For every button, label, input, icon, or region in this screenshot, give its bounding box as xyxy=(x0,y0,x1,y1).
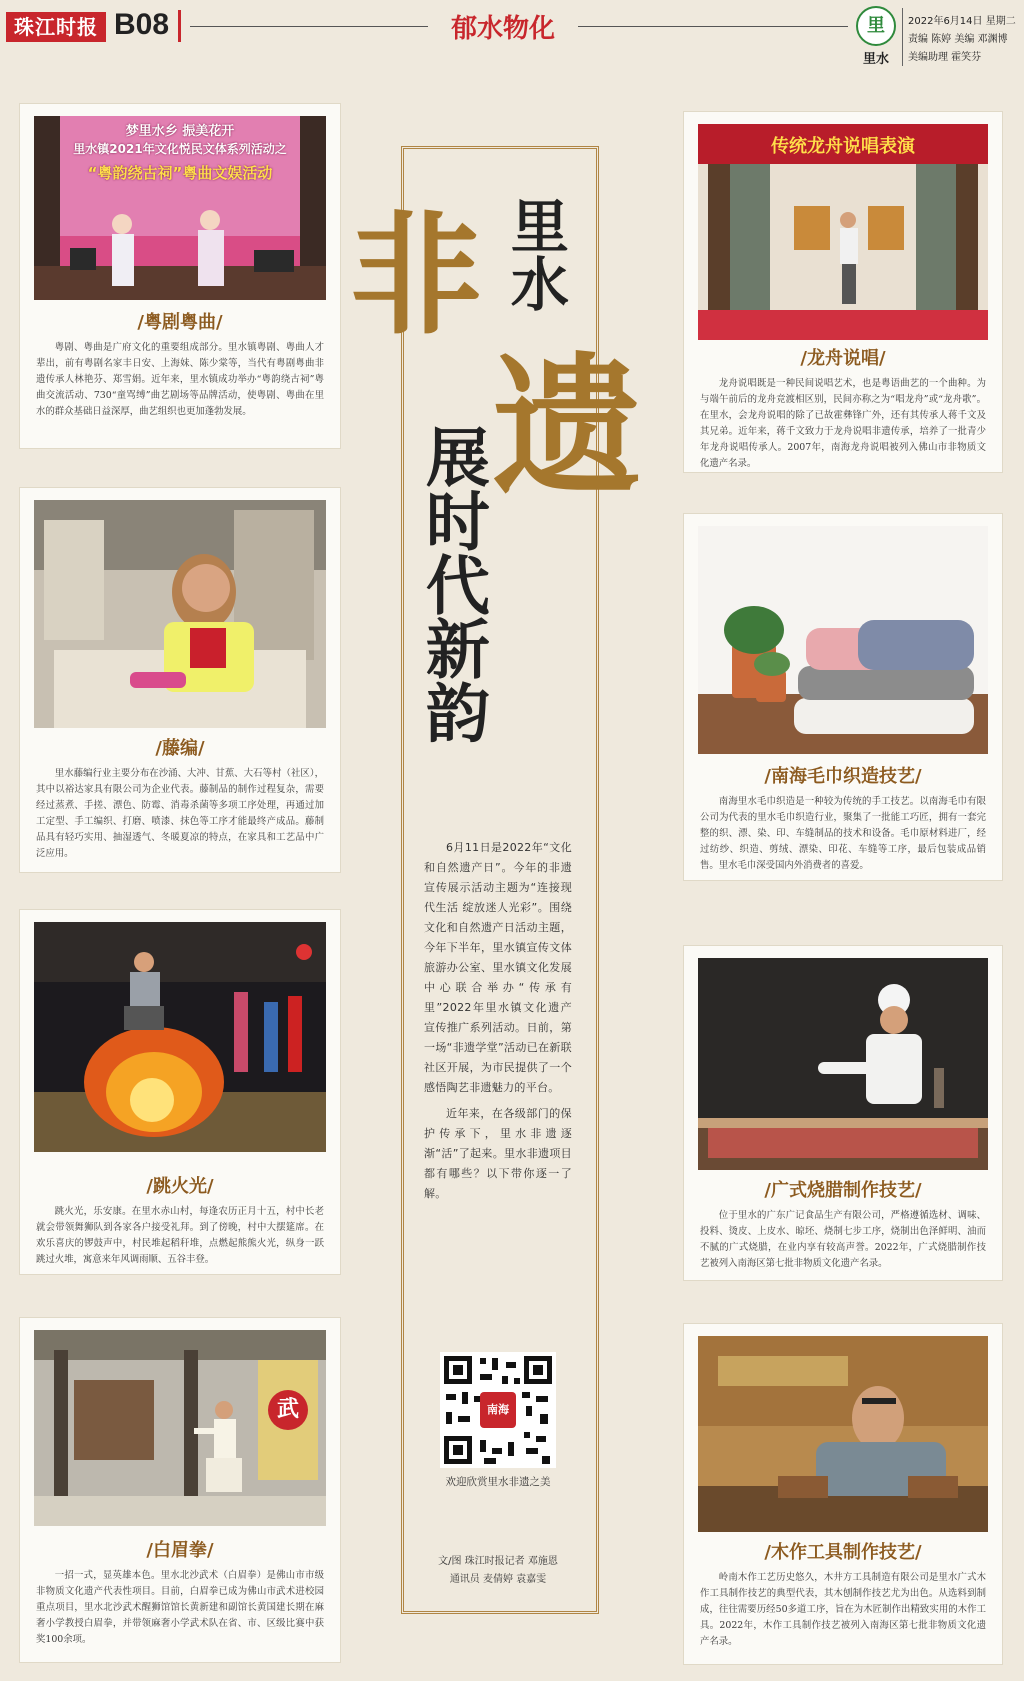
photo-mugong xyxy=(698,1336,988,1532)
credit-line-2: 通讯员 麦倩婷 袁嘉雯 xyxy=(449,1574,547,1585)
card-baimei xyxy=(20,1318,340,1662)
header-divider xyxy=(902,8,903,66)
logo-text: 里水 xyxy=(862,52,889,67)
photo-maojin xyxy=(698,526,988,754)
intro-text xyxy=(424,838,572,1210)
title-tengbian: /藤编/ xyxy=(155,738,205,759)
card-tengbian xyxy=(20,488,340,872)
lishui-logo-icon: 里 xyxy=(856,6,896,46)
card-maojin xyxy=(684,514,1002,880)
intro-paragraph-2: 近年来，在各级部门的保护传承下，里水非遗逐渐“活”了起来。里水非遗项目都有哪些？以下带你逐一了解。 xyxy=(424,1107,572,1200)
headline-place: 里水 xyxy=(500,196,569,312)
title-mugong: /木作工具制作技艺/ xyxy=(764,1542,922,1563)
qr-caption: 欢迎欣赏里水非遗之美 xyxy=(445,1476,551,1488)
text-maojin: 南海里水毛巾织造是一种较为传统的手工技艺。以南海毛巾有限公司为代表的里水毛巾织造行业，聚集了一批能工巧匠，拥有一套完整的织、漂、染、印、车缝制品的技术和设备。毛巾原材料进厂，经过纺纱、织造、剪绒、漂染、印花、车缝等工序，最后包装成品销售。里水毛巾深受国内外消费者的喜爱。 xyxy=(700,796,986,871)
card-yueju xyxy=(20,104,340,448)
header-rule-left xyxy=(190,26,428,27)
photo-tiaohuo xyxy=(34,922,326,1152)
photo-shaola xyxy=(698,958,988,1170)
text-tengbian: 里水藤编行业主要分布在沙涌、大冲、甘蕉、大石等村（社区），其中以裕达家具有限公司为企业代表。藤制品的制作过程复杂，需要经过蒸煮、手搓、漂色、防霉、消毒杀菌等多项工序处理，再通过加工定型、手工编织、打磨、喷漆、抹色等工序才能最终产成品。藤制品具有轻巧实用、抽湿透气、冬暖夏凉的特点，在家具和工艺品中广泛应用。 xyxy=(36,768,324,859)
wu-sign: 武 xyxy=(276,1397,299,1422)
stage-banner-line1: 梦里水乡 振美花开 xyxy=(125,124,235,139)
photo-tengbian xyxy=(34,500,326,728)
text-shaola: 位于里水的广东广记食品生产有限公司，严格遵循选材、调味、投料、烫皮、上皮水、晾坯、烧制七步工序，烧制出色泽鲜明、油而不腻的广式烧腊，在业内享有较高声誉。2022年，广式烧腊制作技艺被列入南海区第七批非物质文化遗产名录。 xyxy=(700,1210,986,1269)
page-number: B08 xyxy=(114,8,170,41)
text-mugong: 岭南木作工艺历史悠久，木井方工具制造有限公司是里水广式木作工具制作技艺的典型代表，其木刨制作技艺尤为出色。从选料到制成，往往需要历经50多道工序，旨在为木匠制作出精致实用的木作工具。2022年，木作工具制作技艺被列入南海区第七批非物质文化遗产名录。 xyxy=(700,1572,986,1647)
stage-banner-line2: 里水镇2021年文化悦民文体系列活动之 xyxy=(73,142,287,156)
text-yueju: 粤剧、粤曲是广府文化的重要组成部分。里水镇粤剧、粤曲人才辈出，前有粤剧名家丰日安、上海妹、陈少棠等，当代有粤剧粤曲非遗传承人林艳芬、郑雪娟。近年来，里水镇成功举办“粤韵绕古祠”粤曲交流活动、730“童骂缚”曲艺剧场等品牌活动，使粤剧、粤曲在里水的群众基础日益深厚，曲艺组织也更加蓬勃发展。 xyxy=(36,342,324,417)
title-baimei: /白眉拳/ xyxy=(146,1540,214,1561)
intro-paragraph-1: 6月11日是2022年“文化和自然遗产日”。今年的非遗宣传展示活动主题为“连接现代生活 绽放迷人光彩”。围绕文化和自然遗产日活动主题，今年下半年，里水镇宣传文体旅游办公室、里水镇文化发展中心联合举办“传承有里”2022年里水镇文化遗产宣传推广系列活动。日前，第一场“非遗学堂”活动已在新联社区开展，为市民提供了一个感悟陶艺非遗魅力的平台。 xyxy=(424,841,572,1094)
towel-image xyxy=(698,526,988,754)
credit-line-1: 文/图 珠江时报记者 邓施恩 xyxy=(438,1556,558,1567)
title-longzhou: /龙舟说唱/ xyxy=(800,348,886,369)
woodwork-tool-image xyxy=(698,1336,988,1532)
card-longzhou xyxy=(684,112,1002,472)
roast-pork-image xyxy=(698,958,988,1170)
header-red-bar xyxy=(178,10,181,42)
card-shaola xyxy=(684,946,1002,1280)
stage-banner-line3: “粤韵绕古祠”粤曲文娱活动 xyxy=(87,164,273,182)
card-tiaohuo xyxy=(20,910,340,1274)
title-shaola: /广式烧腊制作技艺/ xyxy=(764,1180,922,1201)
text-baimei: 一招一式，显英雄本色。里水北沙武术（白眉拳）是佛山市市级非物质文化遗产代表性项目。目前，白眉拳已成为佛山市武术进校园重点项目，里水北沙武术醒狮馆馆长黄新建和副馆长黄国建长期在麻奢小学教授白眉拳，并带领麻奢小学武术队在省、市、区级比赛中获奖100余项。 xyxy=(36,1570,324,1645)
photo-baimei xyxy=(34,1330,326,1526)
assistant-credit: 美编助理 霍笑芬 xyxy=(908,52,982,63)
photo-longzhou xyxy=(698,124,988,340)
qr-badge: 南海 xyxy=(480,1392,516,1428)
title-yueju: /粤剧粤曲/ xyxy=(137,312,223,333)
masthead-logo: 珠江时报 xyxy=(6,12,106,42)
card-mugong xyxy=(684,1324,1002,1664)
title-tiaohuo: /跳火光/ xyxy=(146,1176,214,1197)
fire-jumping-image xyxy=(34,922,326,1152)
stage-banner: 传统龙舟说唱表演 xyxy=(771,136,915,157)
text-tiaohuo: 跳火光，乐安康。在里水赤山村，每逢农历正月十五，村中长老就会带领舞狮队到各家各户接受礼拜。到了傍晚，村中大摆筵席。在欢乐喜庆的锣鼓声中，村民堆起稻秆堆，点燃起熊熊火光，纵身一跃跳过火堆，寓意来年风调雨顺、五谷丰登。 xyxy=(36,1206,324,1265)
qr-code[interactable] xyxy=(440,1352,556,1468)
photo-yueju xyxy=(34,116,326,300)
kungfu-image xyxy=(34,1330,326,1526)
rattan-weaving-image xyxy=(34,500,326,728)
title-maojin: /南海毛巾织造技艺/ xyxy=(764,766,922,787)
header-rule-right xyxy=(578,26,848,27)
editor-credits: 责编 陈婷 美编 邓渊博 xyxy=(908,34,1008,45)
section-title: 郁水物化 xyxy=(450,14,555,44)
issue-date: 2022年6月14日 星期二 xyxy=(908,16,1016,27)
text-longzhou: 龙舟说唱既是一种民间说唱艺术，也是粤语曲艺的一个曲种。为与端午前后的龙舟竞渡相区别，民间亦称之为“唱龙舟”或“龙舟歌”。在里水，会龙舟说唱的除了已故霍彝锋广外，还有其传承人蒋千文及其兄弟。近年来，蒋千文致力于龙舟说唱非遗传承，培养了一批青少年龙舟说唱传承人。2007年，南海龙舟说唱被列入佛山市非物质文化遗产名录。 xyxy=(700,378,986,469)
headline-fei: 非 xyxy=(350,198,482,353)
headline-subtitle: 展时代新韵 xyxy=(414,424,490,744)
headline-yi: 遗 xyxy=(492,339,643,515)
